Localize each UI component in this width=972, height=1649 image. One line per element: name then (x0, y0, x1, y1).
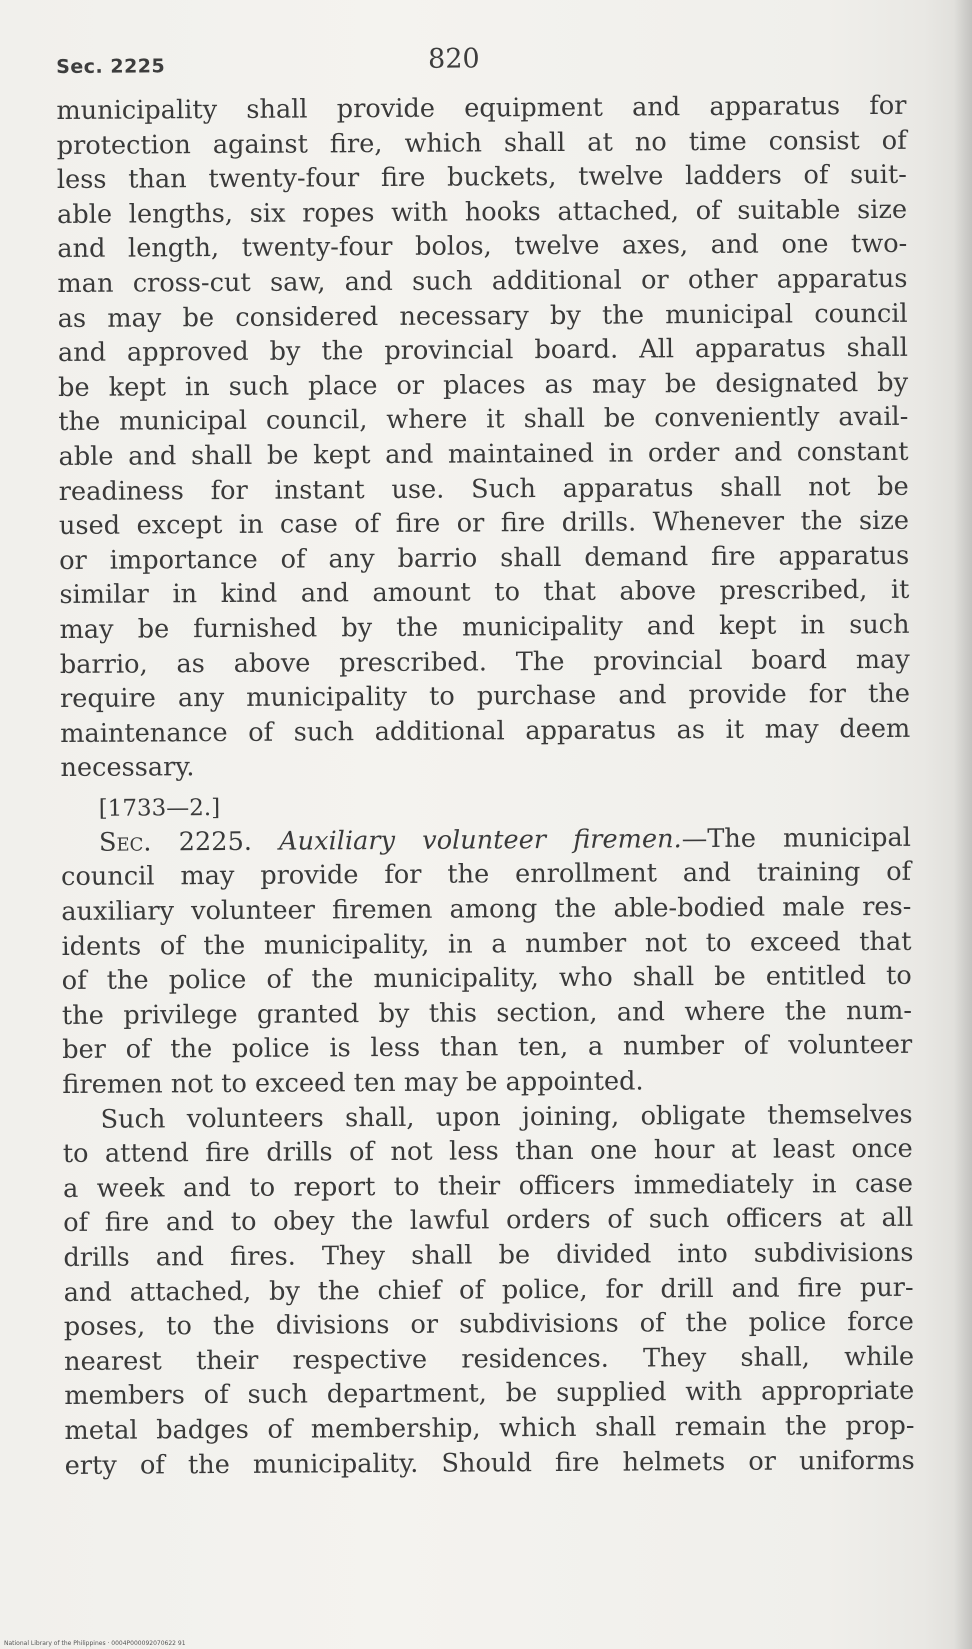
text-line: able and shall be kept and maintained in order and constant (58, 436, 909, 472)
section-number: 2225. (178, 826, 253, 858)
paragraph-auxiliary-firemen (61, 821, 913, 1103)
text-line: similar in kind and amount to that above prescribed, it (59, 575, 910, 611)
text-line: the municipal council, where it shall be conveniently avail- (58, 402, 909, 438)
text-line: ber of the police is less than ten, a number of volunteer (62, 1030, 913, 1066)
text-line: used except in case of fire or fire drills. Whenever the size (58, 505, 910, 542)
text-line: to attend fire drills of not less than one hour at least once (62, 1134, 913, 1170)
paragraph-volunteer-duties (62, 1097, 914, 1483)
text-line: readiness for instant use. Such apparatus shall not be (58, 471, 909, 507)
text-line: and length, twenty-four bolos, twelve axes, and one two- (57, 229, 908, 265)
text-line: and approved by the provincial board. All apparatus shall (57, 332, 908, 369)
text-line: protection against fire, which shall at no time consist of (56, 125, 907, 161)
digitization-footer: National Library of the Philippines · 0004P000092070622 91 (4, 1640, 186, 1647)
text-line: drills and fires. They shall be divided into subdivisions (63, 1237, 914, 1273)
text-line: necessary. (60, 752, 195, 784)
text-line: may be furnished by the municipality and kept in such (59, 609, 910, 645)
text-line: require any municipality to purchase and provide for the (59, 678, 911, 715)
text-line: idents of the municipality, in a number not to exceed that (61, 926, 912, 962)
text-line: as may be considered necessary by the municipal council (57, 298, 908, 334)
text-line: be kept in such place or places as may be designated by (58, 367, 909, 403)
text-line: poses, to the divisions or subdivisions of the police force (63, 1306, 914, 1343)
text-line: less than twenty-four fire buckets, twelve ladders of suit- (56, 159, 907, 196)
section-heading-line (61, 821, 911, 861)
text-line: able lengths, six ropes with hooks attached, of suitable size (56, 194, 908, 230)
page-edge-shadow (954, 0, 972, 1649)
text-line: of the police of the municipality, who shall be entitled to (61, 961, 912, 997)
text-line: and attached, by the chief of police, for drill and fire pur- (63, 1272, 914, 1308)
text-line: members of such department, be supplied with appropriate (64, 1376, 915, 1412)
text-line: council may provide for the enrollment and training of (61, 857, 912, 893)
page-header (56, 35, 906, 94)
book-page (56, 35, 915, 1483)
text-line: or importance of any barrio shall demand fire apparatus (59, 540, 910, 576)
text-line: Such volunteers shall, upon joining, obligate themselves (100, 1099, 913, 1135)
text-line: barrio, as above prescribed. The provincial board may (59, 644, 910, 680)
section-label: Sec. 2225 (56, 55, 166, 78)
section-title: Auxiliary volunteer firemen. (279, 824, 682, 857)
page-number: 820 (428, 43, 480, 75)
text-line: the privilege granted by this section, and where the num- (61, 995, 913, 1031)
text-line: man cross-cut saw, and such additional or other apparatus (57, 263, 908, 299)
legal-citation: [1733—2.] (98, 794, 221, 822)
section-first-line-text: —The municipal (681, 822, 911, 855)
text-line: firemen not to exceed ten may be appointed. (62, 1066, 644, 1101)
section-prefix: Sec. (98, 827, 152, 858)
text-line: nearest their respective residences. They shall, while (63, 1341, 915, 1377)
text-line: a week and to report to their officers immediately in case (62, 1168, 914, 1204)
text-line: municipality shall provide equipment and apparatus for (56, 90, 907, 126)
text-line: of fire and to obey the lawful orders of such officers at all (63, 1203, 914, 1239)
text-line: erty of the municipality. Should fire helmets or uniforms (64, 1445, 915, 1481)
text-line: metal badges of membership, which shall remain the prop- (64, 1410, 915, 1446)
text-line: auxiliary volunteer firemen among the able-bodied male res- (61, 891, 912, 928)
text-line: maintenance of such additional apparatus as it may deem (60, 713, 911, 749)
paragraph-apparatus (56, 89, 910, 786)
